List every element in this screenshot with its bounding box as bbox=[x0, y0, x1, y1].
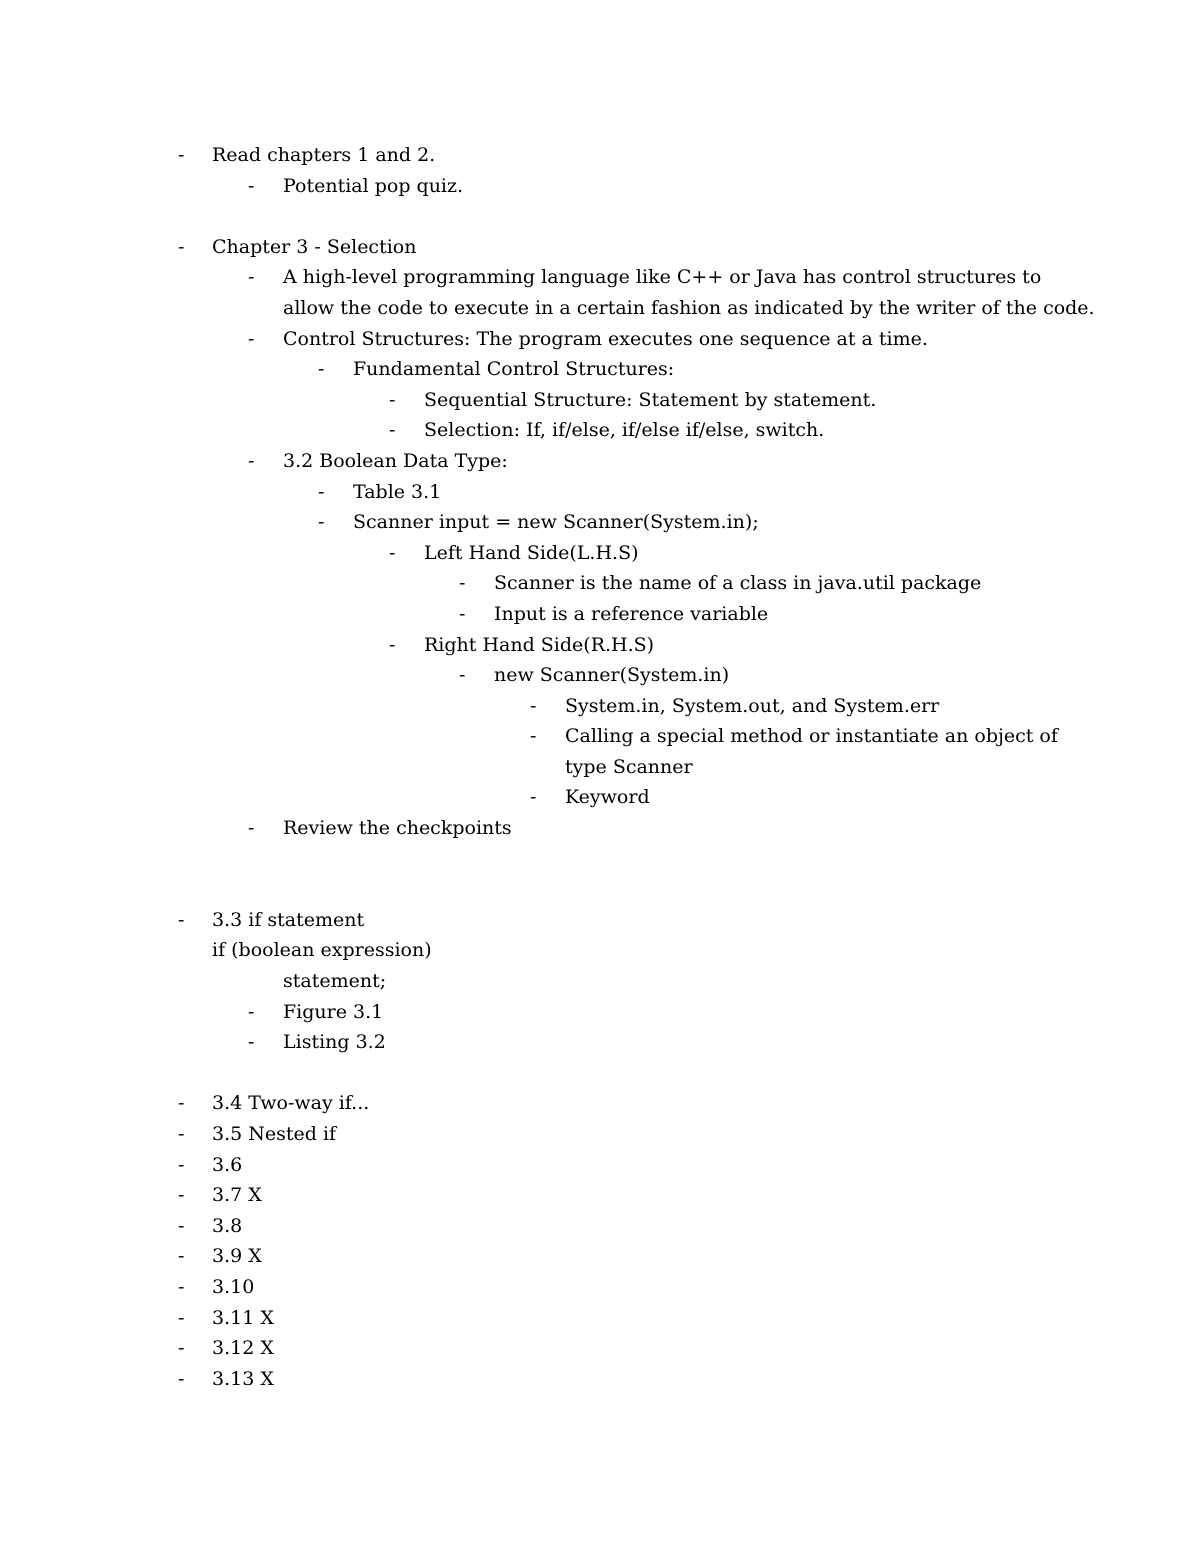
outline-item-text: 3.9 X bbox=[212, 1245, 262, 1268]
dash-bullet: - bbox=[530, 694, 537, 717]
outline-item-text: statement; bbox=[283, 970, 387, 993]
dash-bullet: - bbox=[178, 1184, 185, 1207]
dash-bullet: - bbox=[248, 817, 255, 840]
outline-item bbox=[0, 1303, 1200, 1334]
dash-bullet: - bbox=[248, 1031, 255, 1054]
dash-bullet: - bbox=[318, 358, 325, 381]
outline-item bbox=[0, 813, 1200, 844]
outline-item-text: A high-level programming language like C++ or Java has control structures to bbox=[283, 266, 1042, 289]
dash-bullet: - bbox=[459, 602, 466, 625]
outline-item-text: Right Hand Side(R.H.S) bbox=[424, 633, 655, 656]
dash-bullet: - bbox=[178, 1214, 185, 1237]
outline-item bbox=[0, 1211, 1200, 1242]
outline-item-text: Scanner input = new Scanner(System.in); bbox=[353, 511, 759, 534]
outline-item-text: Calling a special method or instantiate an object of bbox=[565, 725, 1058, 748]
dash-bullet: - bbox=[248, 327, 255, 350]
outline-item-text: 3.5 Nested if bbox=[212, 1123, 337, 1145]
outline-item bbox=[0, 905, 1200, 936]
blank-line bbox=[0, 1058, 1200, 1089]
dash-bullet: - bbox=[178, 1306, 185, 1329]
dash-bullet: - bbox=[530, 725, 537, 748]
outline-item-text: if (boolean expression) bbox=[212, 939, 432, 962]
outline-item bbox=[0, 691, 1200, 722]
outline-item-text: Table 3.1 bbox=[353, 480, 442, 503]
dash-bullet: - bbox=[389, 633, 396, 656]
dash-bullet: - bbox=[389, 541, 396, 564]
outline-item bbox=[0, 1333, 1200, 1364]
blank-line bbox=[0, 844, 1200, 875]
outline-item-text: new Scanner(System.in) bbox=[494, 664, 730, 687]
outline-item-text: Chapter 3 - Selection bbox=[212, 235, 417, 258]
outline-item bbox=[0, 293, 1200, 324]
outline-item bbox=[0, 415, 1200, 446]
outline-item bbox=[0, 568, 1200, 599]
dash-bullet: - bbox=[178, 1337, 185, 1360]
outline-item bbox=[0, 1364, 1200, 1395]
dash-bullet: - bbox=[318, 480, 325, 503]
blank-line bbox=[0, 874, 1200, 905]
outline-item-text: 3.13 X bbox=[212, 1367, 274, 1390]
dash-bullet: - bbox=[178, 144, 185, 166]
dash-bullet: - bbox=[178, 1275, 185, 1298]
dash-bullet: - bbox=[178, 235, 185, 258]
outline-item-text: 3.2 Boolean Data Type: bbox=[283, 449, 508, 472]
outline-item-text: Listing 3.2 bbox=[283, 1031, 386, 1054]
outline-item bbox=[0, 966, 1200, 997]
outline-item bbox=[0, 507, 1200, 538]
outline-item bbox=[0, 262, 1200, 293]
dash-bullet: - bbox=[248, 449, 255, 472]
outline-item-text: allow the code to execute in a certain fashion as indicated by the writer of the code. bbox=[283, 296, 1095, 319]
outline-item-text: Review the checkpoints bbox=[283, 817, 512, 840]
outline-item-text: Fundamental Control Structures: bbox=[353, 358, 675, 381]
outline-item-text: Potential pop quiz. bbox=[283, 174, 464, 197]
outline-item bbox=[0, 660, 1200, 691]
outline-item-text: type Scanner bbox=[565, 755, 693, 778]
outline-item-text: Read chapters 1 and 2. bbox=[212, 144, 436, 166]
dash-bullet: - bbox=[530, 786, 537, 809]
outline-item bbox=[0, 630, 1200, 661]
outline-item bbox=[0, 385, 1200, 416]
outline-item bbox=[0, 782, 1200, 813]
outline-item bbox=[0, 1119, 1200, 1150]
outline-item-text: 3.12 X bbox=[212, 1337, 274, 1360]
dash-bullet: - bbox=[178, 908, 185, 931]
outline-item-text: 3.8 bbox=[212, 1214, 243, 1237]
dash-bullet: - bbox=[459, 572, 466, 595]
outline-item bbox=[0, 171, 1200, 202]
outline-item bbox=[0, 232, 1200, 263]
dash-bullet: - bbox=[178, 1123, 185, 1145]
outline-item bbox=[0, 599, 1200, 630]
dash-bullet: - bbox=[318, 511, 325, 534]
outline-item bbox=[0, 935, 1200, 966]
outline-item bbox=[0, 1272, 1200, 1303]
dash-bullet: - bbox=[178, 1092, 185, 1115]
outline-item bbox=[0, 140, 1200, 171]
outline-item-text: 3.4 Two-way if... bbox=[212, 1092, 370, 1115]
dash-bullet: - bbox=[178, 1153, 185, 1176]
dash-bullet: - bbox=[248, 1000, 255, 1023]
dash-bullet: - bbox=[248, 174, 255, 197]
outline-item-text: Input is a reference variable bbox=[494, 602, 769, 625]
outline-item-text: Control Structures: The program executes one sequence at a time. bbox=[283, 327, 928, 350]
blank-line bbox=[0, 201, 1200, 232]
outline-item-text: 3.11 X bbox=[212, 1306, 274, 1329]
outline-item bbox=[0, 354, 1200, 385]
outline-item bbox=[0, 477, 1200, 508]
outline-item-text: Scanner is the name of a class in java.util package bbox=[494, 572, 982, 595]
outline-item bbox=[0, 752, 1200, 783]
outline-item-text: 3.6 bbox=[212, 1153, 243, 1176]
outline-item-text: Selection: If, if/else, if/else if/else, switch. bbox=[424, 419, 825, 442]
dash-bullet: - bbox=[389, 419, 396, 442]
outline-item bbox=[0, 1088, 1200, 1119]
outline-item-text: Keyword bbox=[565, 786, 650, 809]
outline-item bbox=[0, 446, 1200, 477]
dash-bullet: - bbox=[178, 1367, 185, 1390]
dash-bullet: - bbox=[248, 266, 255, 289]
outline-item-text: Left Hand Side(L.H.S) bbox=[424, 541, 639, 564]
outline-item-text: 3.10 bbox=[212, 1275, 255, 1298]
outline-item bbox=[0, 324, 1200, 355]
outline-item bbox=[0, 1180, 1200, 1211]
outline-item bbox=[0, 1241, 1200, 1272]
dash-bullet: - bbox=[178, 1245, 185, 1268]
outline-item-text: Sequential Structure: Statement by statement. bbox=[424, 388, 877, 411]
outline-item bbox=[0, 997, 1200, 1028]
document-body bbox=[0, 140, 1200, 1394]
outline-item-text: Figure 3.1 bbox=[283, 1000, 384, 1023]
outline-item-text: 3.3 if statement bbox=[212, 908, 365, 931]
dash-bullet: - bbox=[389, 388, 396, 411]
outline-item bbox=[0, 1150, 1200, 1181]
outline-item-text: System.in, System.out, and System.err bbox=[565, 694, 940, 717]
outline-item bbox=[0, 721, 1200, 752]
outline-item bbox=[0, 1027, 1200, 1058]
outline-item bbox=[0, 538, 1200, 569]
outline-item-text: 3.7 X bbox=[212, 1184, 262, 1207]
dash-bullet: - bbox=[459, 664, 466, 687]
